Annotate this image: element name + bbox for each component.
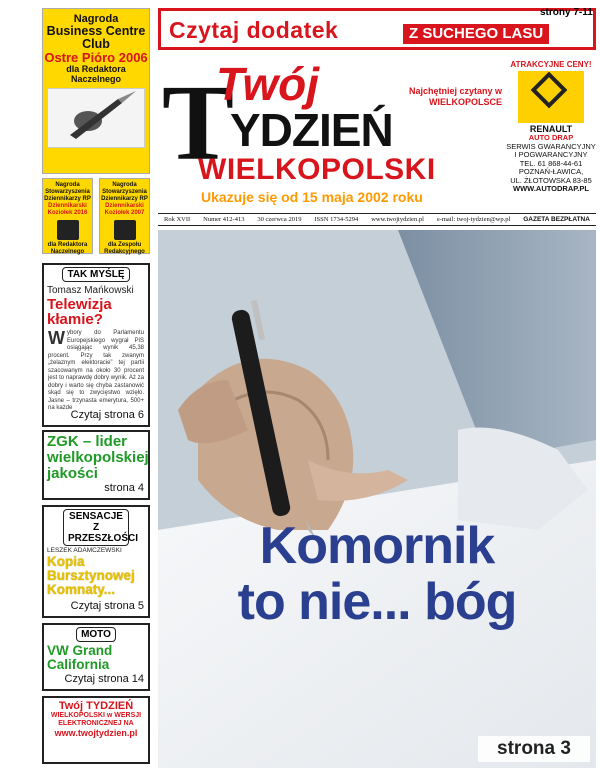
moto-readmore[interactable]: Czytaj strona 14 — [64, 673, 144, 685]
renault-ad[interactable] — [506, 60, 596, 210]
main-page-ref[interactable]: strona 3 — [478, 736, 590, 762]
masthead-since: Ukazuje się od 15 maja 2002 roku — [201, 189, 423, 205]
meta-date: 30 czerwca 2019 — [257, 216, 302, 223]
ad-brand: RENAULT — [529, 124, 573, 134]
ad-city: POZNAŃ-ŁAWICA, — [518, 167, 584, 176]
award-koziolek-2007 — [99, 178, 150, 254]
award-left-l1: Nagroda — [55, 182, 80, 188]
tak-mysle-box[interactable] — [42, 263, 150, 427]
sensacje-readmore[interactable]: Czytaj strona 5 — [70, 600, 144, 612]
moto-label: MOTO — [76, 627, 116, 642]
award-top-l1: Nagroda — [73, 13, 119, 25]
tak-mysle-label: TAK MYŚLĘ — [62, 267, 129, 282]
sensacje-box[interactable] — [42, 505, 150, 618]
logo-twoj: Twój — [216, 58, 320, 110]
promo-banner[interactable] — [158, 8, 596, 50]
ad-phone: TEL. 61 868-44-61 — [519, 158, 583, 168]
logo-t-letter: T — [162, 64, 231, 183]
award-left-l4: dla Redaktora Naczelnego — [47, 242, 88, 255]
pen-drawing-icon — [47, 88, 145, 148]
renault-logo-icon — [518, 71, 584, 123]
main-headline[interactable] — [160, 518, 594, 630]
sensacje-author: LESZEK ADAMCZEWSKI — [47, 547, 122, 554]
zgk-headline[interactable]: ZGK – lider wielkopolskiej jakości — [47, 433, 149, 482]
electronic-version-box[interactable] — [42, 696, 150, 764]
award-top-l3: Ostre Pióro 2006 — [44, 50, 148, 65]
wersja-desc: WIELKOPOLSKI w WERSJI ELEKTRONICZNEJ NA — [50, 712, 142, 727]
cover-photo — [158, 230, 596, 768]
meta-numer: Numer 412-413 — [203, 216, 245, 223]
ad-web[interactable]: WWW.AUTODRAP.PL — [513, 184, 589, 193]
logo-wielkopolski: WIELKOPOLSKI — [198, 153, 436, 186]
issue-meta-bar — [158, 213, 596, 226]
promo-pages: strony 7-11 — [540, 7, 593, 18]
moto-box[interactable] — [42, 623, 150, 691]
main-headline-line-1: Komornik — [259, 517, 495, 575]
tak-mysle-author: Tomasz Mańkowski — [47, 285, 134, 296]
ad-top: ATRAKCYJNE CENY! — [510, 60, 592, 69]
award-right-l4: dla Zespołu Redakcyjnego — [104, 242, 145, 255]
tak-mysle-readmore[interactable]: Czytaj strona 6 — [70, 409, 144, 421]
award-koziolek-2016 — [42, 178, 93, 254]
statuette-icon — [57, 220, 79, 240]
award-right-l3: Dziennikarski Koziołek 2007 — [104, 203, 145, 216]
ad-line1: AUTO DRAP — [528, 133, 574, 142]
sensacje-label: SENSACJE Z PRZESZŁOŚCI — [63, 509, 129, 546]
tak-mysle-snippet-text: ybory do Parlamentu Europejskiego wygrał PiS osiągając wynik 45,38 procent. Przy tak zwanym „żelaznym elektoracie” tej partii szacowanym na około 30 procent jest to naprawdę dobry wynik. Aż za dobry i warto się chyba zastanowić skąd się to zwycięstwo wzięło. Jasne – trzynasta emerytura, 500+ na każde — [48, 330, 144, 411]
meta-issn: ISSN 1734-5294 — [314, 216, 359, 223]
wersja-url[interactable]: www.twojtydzien.pl — [54, 728, 138, 738]
award-left-l2: Stowarzyszenia Dziennikarzy RP — [44, 189, 91, 202]
award-ostre-pioro — [42, 8, 150, 174]
hand-writing-pen-illustration — [158, 230, 596, 768]
promo-sub: Z SUCHEGO LASU — [403, 24, 549, 44]
wersja-title: Twój TYDZIEŃ — [58, 700, 134, 712]
logo-tydzien: YDZIEŃ — [230, 104, 393, 156]
meta-free: GAZETA BEZPŁATNA — [523, 216, 590, 223]
promo-text: Czytaj dodatek — [169, 17, 339, 43]
award-right-l1: Nagroda — [112, 182, 137, 188]
ad-line2: SERWIS GWARANCYJNY I POGWARANCYJNY — [506, 141, 596, 159]
drop-cap: W — [48, 328, 65, 348]
statuette-icon — [114, 220, 136, 240]
moto-headline[interactable]: VW Grand California — [47, 643, 113, 672]
tak-mysle-headline[interactable]: Telewizja kłamie? — [47, 296, 112, 328]
meta-web[interactable]: www.twojtydzien.pl — [371, 216, 424, 223]
masthead-tagline: Najchętniej czytany w WIELKOPOLSCE — [408, 86, 502, 107]
sensacje-headline[interactable]: Kopia Bursztynowej Komnaty... — [47, 554, 135, 597]
award-left-l3: Dziennikarski Koziołek 2016 — [47, 203, 88, 216]
tak-mysle-snippet — [48, 330, 144, 413]
award-right-l2: Stowarzyszenia Dziennikarzy RP — [101, 189, 148, 202]
ad-street: UL. ŻŁOTOWSKA 83-85 — [510, 175, 592, 185]
award-top-l2: Business Centre Club — [46, 24, 146, 51]
award-top-l4: dla Redaktora Naczelnego — [66, 64, 126, 84]
main-headline-line-2: to nie... bóg — [237, 573, 517, 631]
meta-email[interactable]: e-mail: twoj-tydzien@wp.pl — [436, 216, 511, 223]
meta-rok: Rok XVII — [164, 216, 191, 223]
zgk-readmore[interactable]: strona 4 — [104, 482, 144, 494]
zgk-box[interactable] — [42, 430, 150, 500]
